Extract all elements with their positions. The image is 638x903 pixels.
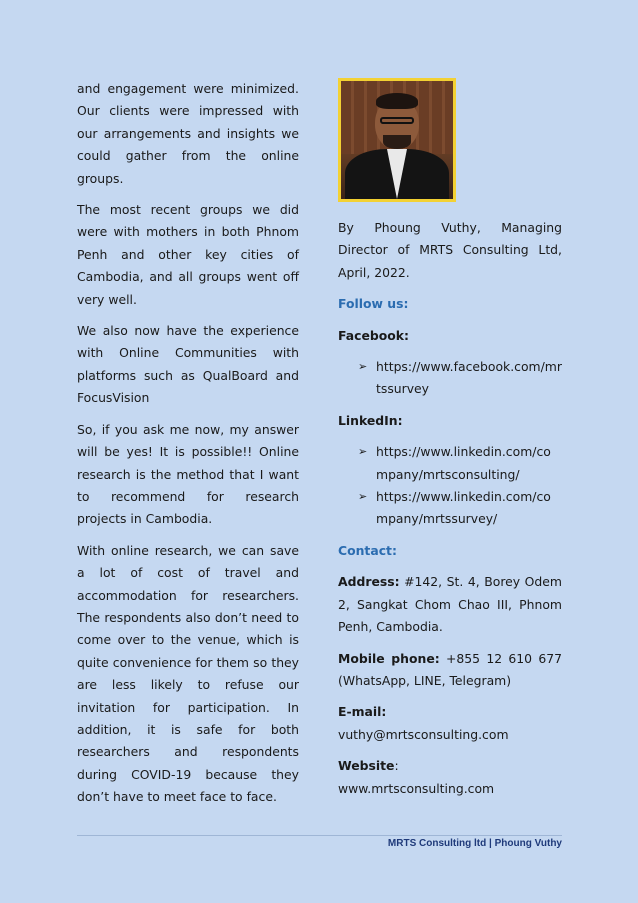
link-item <box>338 486 562 531</box>
left-column <box>77 78 299 818</box>
website-value[interactable]: www.mrtsconsulting.com <box>338 780 495 796</box>
email <box>338 701 562 723</box>
paragraph-2: The most recent groups we did were with mothers in both Phnom Penh and other key cities of Cambodia, and all groups went off very well. <box>77 202 299 307</box>
address-value: #142, St. 4, Borey Odem 2, Sangkat Chom Chao III, Phnom Penh, Cambodia. <box>338 574 562 635</box>
paragraph-4: So, if you ask me now, my answer will be yes! It is possible!! Online research is the method that I want to recommend for research projects in Cambodia. <box>77 421 299 527</box>
contact-heading: Contact: <box>338 542 397 558</box>
mobile-value: +855 12 610 677 (WhatsApp, LINE, Telegram) <box>338 650 563 688</box>
right-column <box>338 78 562 809</box>
footer-text: MRTS Consulting ltd | Phoung Vuthy <box>387 838 562 849</box>
linkedin-link-2[interactable]: https://www.linkedin.com/company/mrtssurvey/ <box>376 489 551 527</box>
linkedin-link-1[interactable]: https://www.linkedin.com/company/mrtsconsulting/ <box>376 444 551 482</box>
footer-divider <box>77 835 562 836</box>
email-value[interactable]: vuthy@mrtsconsulting.com <box>338 726 509 742</box>
linkedin-links <box>338 441 562 531</box>
paragraph-5: With online research, we can save a lot of cost of travel and accommodation for researchers. The respondents also don’t need to come over to the venue, which is quite convenience for them so they are less likely to refuse our invitation for participation. In addition, it is safe for both researchers and respondents during COVID-19 because they don’t have to meet face to face. <box>77 542 299 805</box>
arrow-bullet-icon: ➢ <box>358 445 368 459</box>
address <box>338 571 562 638</box>
facebook-links <box>338 356 562 401</box>
arrow-bullet-icon: ➢ <box>358 490 368 504</box>
paragraph-3: We also now have the experience with Online Communities with platforms such as QualBoard and FocusVision <box>77 323 299 406</box>
facebook-link[interactable]: https://www.facebook.com/mrtssurvey <box>376 359 562 397</box>
email-label: E-mail: <box>338 704 387 720</box>
linkedin-label: LinkedIn: <box>338 412 403 428</box>
link-item <box>338 441 562 486</box>
paragraph-1: and engagement were minimized. Our clients were impressed with our arrangements and insights we could gather from the online groups. <box>77 81 299 186</box>
arrow-bullet-icon: ➢ <box>358 360 368 374</box>
address-label: Address: <box>338 574 400 590</box>
link-item <box>338 356 562 401</box>
website-label: Website <box>338 758 395 774</box>
website <box>338 755 562 777</box>
byline: By Phoung Vuthy, Managing Director of MRTS Consulting Ltd, April, 2022. <box>338 220 562 280</box>
author-photo <box>338 78 456 202</box>
website-colon: : <box>394 758 399 774</box>
mobile-phone <box>338 648 562 693</box>
follow-heading: Follow us: <box>338 296 409 312</box>
mobile-label: Mobile phone: <box>338 650 440 666</box>
facebook-label: Facebook: <box>338 327 409 343</box>
